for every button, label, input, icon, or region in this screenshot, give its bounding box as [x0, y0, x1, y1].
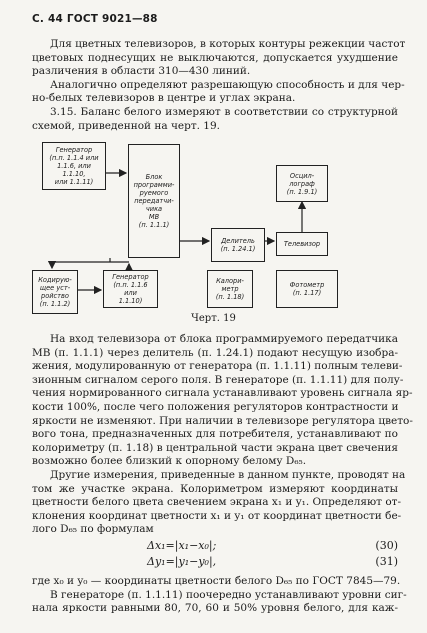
- page-header: С. 44 ГОСТ 9021—88: [32, 13, 158, 25]
- text-line: МВ (п. 1.1.1) через делитель (п. 1.24.1) подают несущую изобра-: [32, 346, 398, 359]
- text-line: клонения координат цветности x₁ и y₁ от координат цветности бе-: [32, 509, 402, 522]
- text-line: цветности белого цвета свечением экрана x₁ и y₁. Определяют от-: [32, 496, 402, 509]
- program-block-box: Блок программи- руемого передатчи- чика МВ (п. 1.1.1): [128, 144, 180, 258]
- text-line: колориметру (п. 1.18) в центральной части экрана цвет свечения: [32, 441, 398, 454]
- text-line: яркости не изменяют. При наличии в телевизоре регулятора цвето-: [32, 414, 413, 427]
- text-line: том же участке экрана. Колориметром измеряют координаты: [32, 482, 398, 495]
- colorimeter-box: Калори- метр (п. 1.18): [207, 270, 253, 308]
- text-line: Для цветных телевизоров, в которых контуры режекции частот: [50, 38, 406, 50]
- formula-expression: Δy₁=|y₁−y₀|,: [147, 555, 217, 568]
- formula-number: (31): [375, 555, 398, 568]
- text-line: возможно более близкий к опорному белому D₆₅.: [32, 455, 307, 468]
- figure-caption: Черт. 19: [191, 313, 236, 324]
- formula-31: [32, 555, 398, 570]
- text-line: схемой, приведенной на черт. 19.: [32, 119, 221, 132]
- photometer-box: Фотометр (п. 1.17): [276, 270, 338, 308]
- divider-box: Делитель (п. 1.24.1): [211, 228, 265, 262]
- text-line: где x₀ и y₀ — координаты цветности белого D₆₅ по ГОСТ 7845—79.: [32, 575, 401, 587]
- text-line: нала яркости равными 80, 70, 60 и 50% уровня белого, для каж-: [32, 602, 398, 615]
- generator-top-box: Генератор (п.п. 1.1.4 или 1.1.6, или 1.1.10, или 1.1.11): [42, 142, 106, 190]
- text-line: цветовых поднесущих не выключаются, допускается ухудшение: [32, 51, 398, 64]
- tv-box: Телевизор: [276, 232, 328, 256]
- coding-device-box: Кодирую- щее уст- ройство (п. 1.1.2): [32, 270, 78, 314]
- text-line: различения в области 310—430 линий.: [32, 65, 251, 78]
- text-line: Аналогично определяют разрешающую способность и для чер-: [50, 78, 405, 91]
- text-line: 3.15. Баланс белого измеряют в соответствии со структурной: [50, 105, 398, 118]
- text-line: чения нормированного сигнала устанавливают уровень сигнала яр-: [32, 387, 413, 400]
- text-line: В генераторе (п. 1.1.11) поочередно устанавливают уровни сиг-: [50, 588, 407, 601]
- text-line: Другие измерения, приведенные в данном пункте, проводят на: [50, 468, 406, 481]
- text-line: лого D₆₅ по формулам: [32, 523, 154, 536]
- block-diagram: [32, 138, 398, 316]
- text-line: жения, модулированную от генератора (п. 1.1.11) полным телеви-: [32, 360, 403, 373]
- body-paragraphs: [32, 333, 413, 537]
- oscillograph-box: Осцил- лограф (п. 1.9.1): [276, 165, 328, 202]
- generator-bottom-box: Генератор (п.п. 1.1.6 или 1.1.10): [103, 270, 158, 308]
- text-line: вого тона, предназначенных для потребителя, устанавливают по: [32, 428, 398, 441]
- text-line: но-белых телевизоров в центре и углах экрана.: [32, 92, 296, 105]
- intro-paragraphs: [32, 38, 406, 133]
- text-line: кости 100%, после чего положения регуляторов контрастности и: [32, 400, 399, 413]
- formula-expression: Δx₁=|x₁−x₀|;: [147, 539, 217, 552]
- closing-paragraphs: [32, 575, 407, 616]
- formula-30: [32, 539, 398, 554]
- text-line: На вход телевизора от блока программируемого передатчика: [50, 333, 398, 345]
- formula-number: (30): [375, 539, 398, 552]
- text-line: зионным сигналом серого поля. В генераторе (п. 1.1.11) для полу-: [32, 373, 404, 386]
